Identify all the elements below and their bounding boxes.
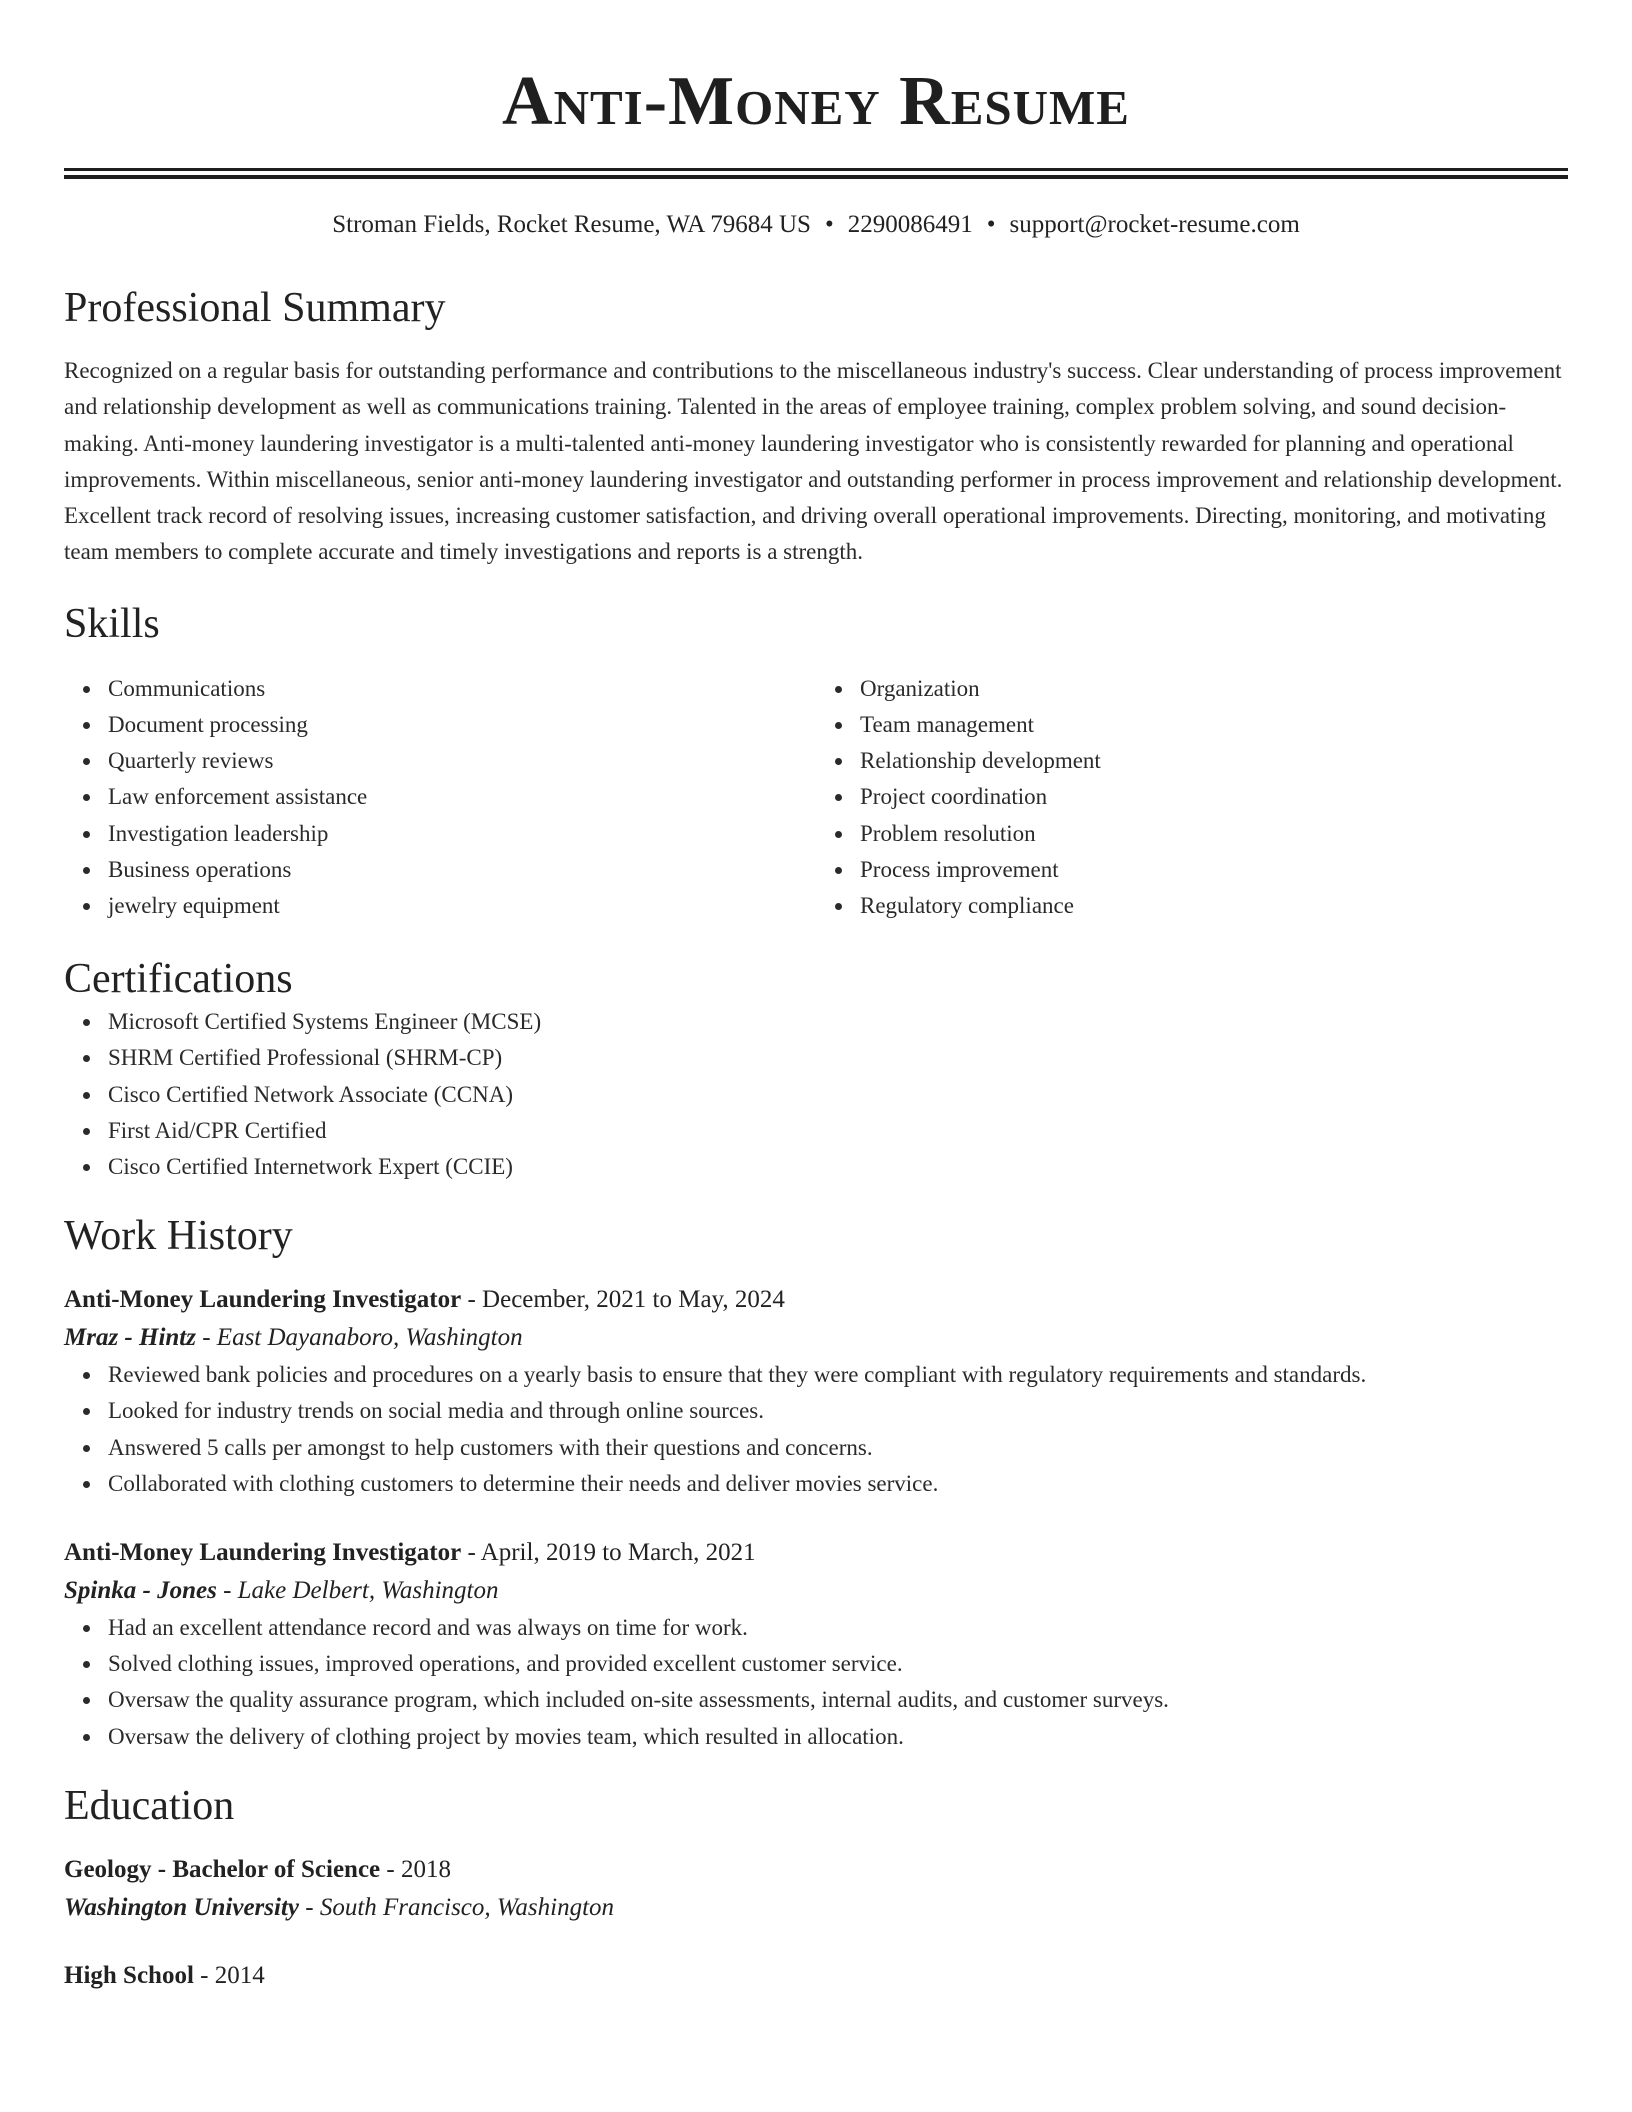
contact-address: Stroman Fields, Rocket Resume, WA 79684 US xyxy=(332,211,811,238)
summary-text: Recognized on a regular basis for outstanding performance and contributions to the miscellaneous industry's success. Clear understanding of process improvement and relationship development as well as communications training. Talented in the areas of employee training, complex problem solving, and sound decision-making. Anti-money laundering investigator is a multi-talented anti-money laundering investigator who is consistently rewarded for planning and operational improvements. Within miscellaneous, senior anti-money laundering investigator and outstanding performer in process improvement and relationship development. Excellent track record of resolving issues, increasing customer satisfaction, and driving overall operational improvements. Directing, monitoring, and motivating team members to complete accurate and timely investigations and reports is a strength. xyxy=(64,358,1563,565)
certification-item: Cisco Certified Network Associate (CCNA) xyxy=(108,1077,1568,1113)
skills-column-right xyxy=(816,671,1568,924)
skill-item: Project coordination xyxy=(860,779,1568,815)
education-heading: Education xyxy=(64,1782,235,1829)
job-dates: - December, 2021 to May, 2024 xyxy=(461,1286,785,1314)
job-header xyxy=(64,1281,1568,1319)
education-school: Washington University xyxy=(64,1893,299,1921)
job-company: Spinka - Jones xyxy=(64,1577,217,1605)
certifications-heading: Certifications xyxy=(64,956,293,1003)
certifications-list xyxy=(64,1004,1568,1185)
job-location: - Lake Delbert, Washington xyxy=(216,1577,499,1605)
education-degree-line xyxy=(64,1851,1568,1889)
education-school-line xyxy=(64,1889,1568,1927)
job-duty: Reviewed bank policies and procedures on a yearly basis to ensure that they were compliant with regulatory requirements and standards. xyxy=(108,1357,1568,1393)
skill-item: Regulatory compliance xyxy=(860,888,1568,924)
contact-email: support@rocket-resume.com xyxy=(1009,211,1300,238)
education-year: - 2014 xyxy=(193,1961,265,1989)
skill-item: Process improvement xyxy=(860,852,1568,888)
job-location: - East Dayanaboro, Washington xyxy=(195,1324,523,1352)
resume-title: Anti-Money Resume xyxy=(502,63,1130,140)
contact-separator: • xyxy=(824,211,834,238)
summary-heading: Professional Summary xyxy=(64,285,446,331)
certification-item: SHRM Certified Professional (SHRM-CP) xyxy=(108,1040,1568,1076)
skills-column-left xyxy=(64,671,816,924)
job-duty: Oversaw the quality assurance program, which included on-site assessments, internal audits, and customer surveys. xyxy=(108,1682,1568,1718)
skill-item: jewelry equipment xyxy=(108,888,816,924)
job-duty: Oversaw the delivery of clothing project by movies team, which resulted in allocation. xyxy=(108,1719,1568,1755)
job-entry xyxy=(64,1281,1568,1502)
job-entry xyxy=(64,1534,1568,1755)
job-duties xyxy=(64,1357,1568,1502)
education-entry xyxy=(64,1851,1568,1927)
skill-item: Law enforcement assistance xyxy=(108,779,816,815)
contact-separator: • xyxy=(986,211,996,238)
job-role: Anti-Money Laundering Investigator xyxy=(64,1539,462,1567)
skill-item: Investigation leadership xyxy=(108,816,816,852)
education-year: - 2018 xyxy=(380,1855,451,1883)
skill-item: Problem resolution xyxy=(860,816,1568,852)
work-history-heading: Work History xyxy=(64,1213,293,1260)
certification-item: Microsoft Certified Systems Engineer (MCSE) xyxy=(108,1004,1568,1040)
job-dates: - April, 2019 to March, 2021 xyxy=(461,1539,756,1567)
education-degree: High School xyxy=(64,1961,194,1989)
certification-item: Cisco Certified Internetwork Expert (CCIE) xyxy=(108,1149,1568,1185)
skill-item: Business operations xyxy=(108,852,816,888)
contact-phone: 2290086491 xyxy=(847,211,973,238)
job-duty: Had an excellent attendance record and was always on time for work. xyxy=(108,1610,1568,1646)
education-degree-line xyxy=(64,1957,1568,1995)
education-degree: Geology - Bachelor of Science xyxy=(64,1855,381,1883)
job-company-line xyxy=(64,1319,1568,1357)
skills-heading: Skills xyxy=(64,600,160,647)
contact-line xyxy=(64,209,1568,241)
job-duties xyxy=(64,1610,1568,1755)
header-divider xyxy=(64,168,1568,179)
skill-item: Quarterly reviews xyxy=(108,743,816,779)
skill-item: Communications xyxy=(108,671,816,707)
job-company: Mraz - Hintz xyxy=(64,1324,196,1352)
job-header xyxy=(64,1534,1568,1572)
job-duty: Solved clothing issues, improved operations, and provided excellent customer service. xyxy=(108,1646,1568,1682)
education-entry xyxy=(64,1957,1568,1995)
job-duty: Looked for industry trends on social media and through online sources. xyxy=(108,1393,1568,1429)
certification-item: First Aid/CPR Certified xyxy=(108,1113,1568,1149)
skill-item: Team management xyxy=(860,707,1568,743)
skill-item: Organization xyxy=(860,671,1568,707)
skill-item: Document processing xyxy=(108,707,816,743)
skills-list xyxy=(64,671,1568,924)
job-company-line xyxy=(64,1572,1568,1610)
education-location: - South Francisco, Washington xyxy=(299,1893,615,1921)
job-duty: Collaborated with clothing customers to determine their needs and deliver movies service. xyxy=(108,1466,1568,1502)
resume-page xyxy=(64,0,1568,1995)
skill-item: Relationship development xyxy=(860,743,1568,779)
job-duty: Answered 5 calls per amongst to help customers with their questions and concerns. xyxy=(108,1430,1568,1466)
job-role: Anti-Money Laundering Investigator xyxy=(64,1286,462,1314)
